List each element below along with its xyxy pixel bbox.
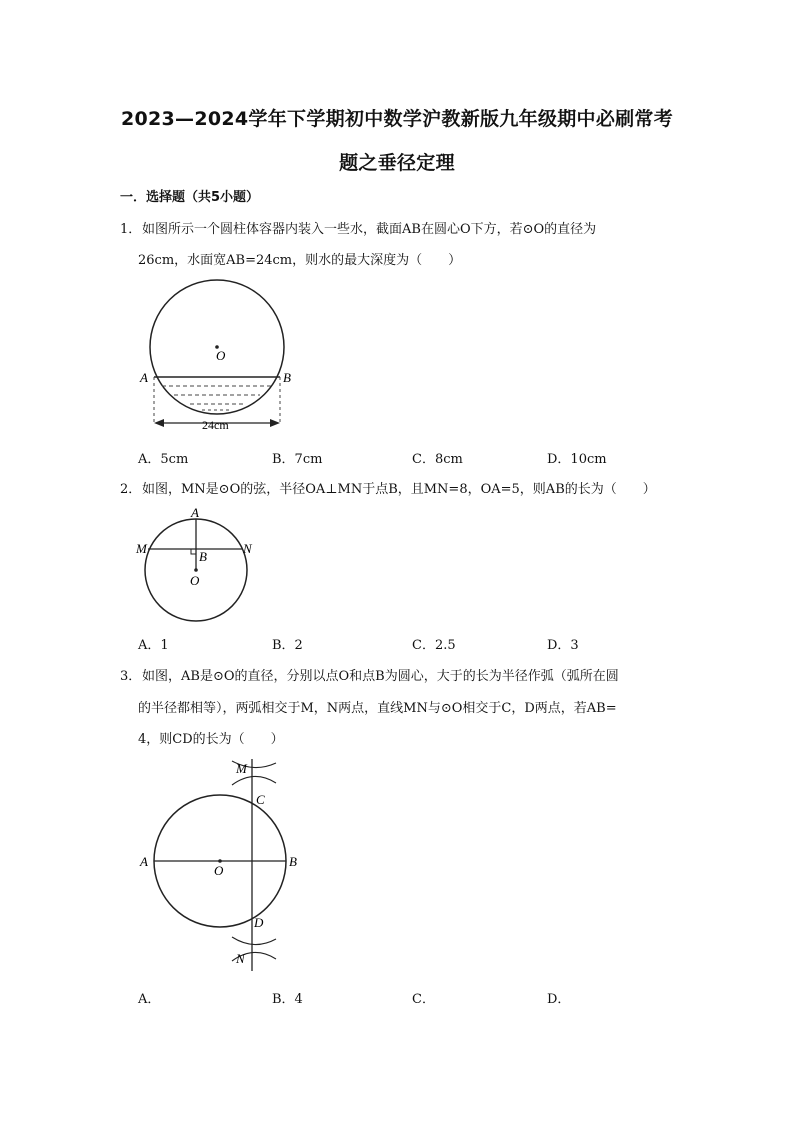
question-3-line-3: 4，则CD的长为（ ） — [138, 732, 284, 747]
section-heading: 一．选择题（共5小题） — [120, 190, 260, 205]
q2-label-m: M — [136, 541, 147, 556]
q3-label-o: O — [214, 863, 224, 878]
page-title: 2023—2024学年下学期初中数学沪教新版九年级期中必刷常考 — [120, 108, 674, 130]
question-3-line-1: 如图，AB是⊙O的直径，分别以点O和点B为圆心，大于的长为半径作弧（弧所在圆 — [142, 669, 619, 684]
question-2-figure — [130, 502, 260, 627]
q3-arc-m-2 — [232, 776, 276, 785]
q2-label-b: B — [199, 549, 207, 564]
question-1-figure — [130, 275, 310, 440]
q2-label-a: A — [191, 505, 199, 520]
question-1-option-d[interactable]: D．10cm — [547, 452, 607, 467]
question-2-option-d[interactable]: D．3 — [547, 638, 579, 653]
question-3-line-2: 的半径都相等），两弧相交于M，N两点，直线MN与⊙O相交于C，D两点，若AB= — [138, 701, 617, 716]
q1-arrowhead-right — [270, 419, 280, 427]
question-2-option-c[interactable]: C．2.5 — [412, 638, 456, 653]
question-3-option-b[interactable]: B．4 — [272, 992, 303, 1007]
question-3-number: 3． — [120, 669, 142, 684]
question-1-line-2: 26cm，水面宽AB=24cm，则水的最大深度为（ ） — [138, 253, 462, 268]
q1-label-a: A — [140, 370, 148, 385]
q2-right-angle-mark — [191, 549, 196, 554]
q1-label-width: 24cm — [202, 418, 229, 432]
question-3-option-a[interactable]: A． — [138, 992, 161, 1007]
q3-label-a: A — [140, 854, 148, 869]
question-1-number: 1． — [120, 222, 142, 237]
question-1-option-b[interactable]: B．7cm — [272, 452, 323, 467]
q2-label-n: N — [243, 541, 252, 556]
page-title-line2: 题之垂径定理 — [339, 152, 455, 174]
q3-label-d: D — [254, 915, 264, 930]
q1-arrowhead-left — [154, 419, 164, 427]
question-1-line-1: 如图所示一个圆柱体容器内装入一些水，截面AB在圆心O下方，若⊙O的直径为 — [142, 222, 597, 237]
q3-label-b: B — [289, 854, 297, 869]
q3-label-c: C — [256, 792, 265, 807]
question-3-figure — [130, 755, 310, 975]
q3-label-m: M — [236, 761, 247, 776]
question-2-option-a[interactable]: A．1 — [138, 638, 169, 653]
question-3-option-d[interactable]: D． — [547, 992, 571, 1007]
question-2-number: 2． — [120, 482, 142, 497]
q3-label-n: N — [236, 951, 245, 966]
question-3-option-c[interactable]: C． — [412, 992, 435, 1007]
question-2-option-b[interactable]: B．2 — [272, 638, 303, 653]
q2-center-dot — [194, 568, 198, 572]
q2-label-o: O — [190, 573, 200, 588]
q1-label-o: O — [216, 348, 226, 363]
question-1-option-a[interactable]: A．5cm — [138, 452, 189, 467]
q3-arc-n-1 — [232, 937, 276, 945]
q1-label-b: B — [283, 370, 291, 385]
question-2-line-1: 如图，MN是⊙O的弦，半径OA⊥MN于点B，且MN=8，OA=5，则AB的长为（ ） — [142, 482, 656, 497]
question-1-option-c[interactable]: C．8cm — [412, 452, 463, 467]
